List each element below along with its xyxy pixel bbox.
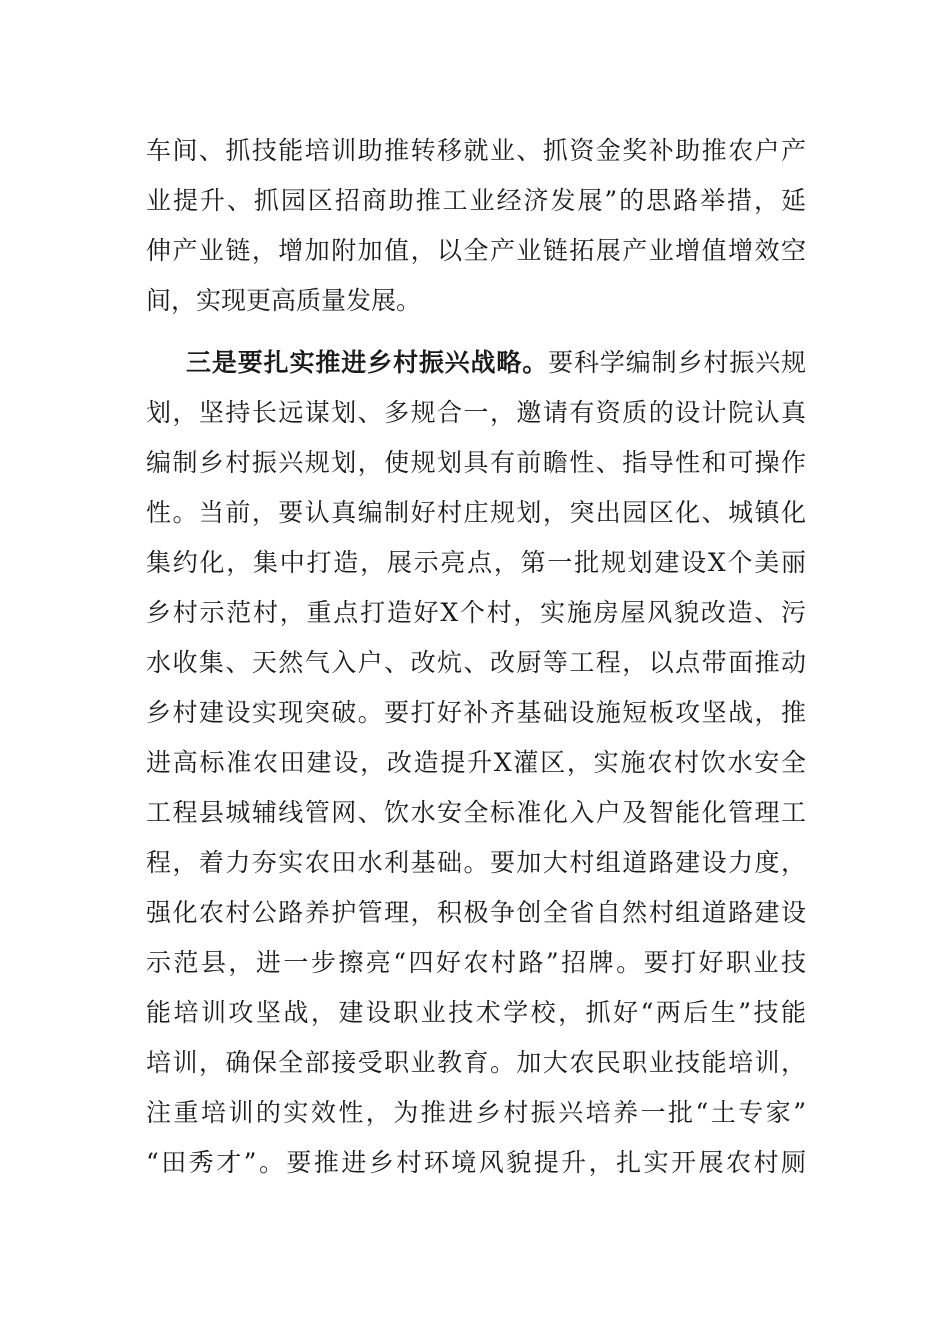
paragraph-2-line: 乡村建设实现突破。要打好补齐基础设施短板攻坚战，推 [146,698,806,727]
paragraph-2-line: 注重培训的实效性，为推进乡村振兴培养一批“土专家” [146,1098,806,1127]
paragraph-2-first-line-text: 要科学编制乡村振兴规 [548,348,806,377]
paragraph-1-line: 间，实现更高质量发展。 [146,286,422,315]
paragraph-2-line: 能培训攻坚战，建设职业技术学校，抓好“两后生”技能 [146,998,806,1027]
paragraph-2-line: 工程县城辅线管网、饮水安全标准化入户及智能化管理工 [146,798,806,827]
paragraph-2-line: 水收集、天然气入户、改炕、改厨等工程，以点带面推动 [146,648,806,677]
paragraph-2-line: 性。当前，要认真编制好村庄规划，突出园区化、城镇化 [146,498,806,527]
section-heading: 三是要扎实推进乡村振兴战略。 [186,348,549,377]
paragraph-2 [146,338,806,1188]
paragraph-2-line: 集约化，集中打造，展示亮点，第一批规划建设X个美丽 [146,548,806,577]
paragraph-2-line: 示范县，进一步擦亮“四好农村路”招牌。要打好职业技 [146,948,806,977]
paragraph-2-line: 强化农村公路养护管理，积极争创全省自然村组道路建设 [146,898,806,927]
paragraph-1-line: 车间、抓技能培训助推转移就业、抓资金奖补助推农户产 [146,136,806,165]
paragraph-2-line: 培训，确保全部接受职业教育。加大农民职业技能培训， [146,1048,806,1077]
paragraph-2-line: 划，坚持长远谋划、多规合一，邀请有资质的设计院认真 [146,398,806,427]
paragraph-2-line: 程，着力夯实农田水利基础。要加大村组道路建设力度， [146,848,806,877]
paragraph-2-line: “田秀才”。要推进乡村环境风貌提升，扎实开展农村厕 [146,1148,806,1177]
paragraph-2-line: 乡村示范村，重点打造好X个村，实施房屋风貌改造、污 [146,598,806,627]
paragraph-1 [146,126,806,326]
paragraph-2-line: 进高标准农田建设，改造提升X灌区，实施农村饮水安全 [146,748,806,777]
paragraph-2-first-line [146,338,806,388]
paragraph-1-line: 伸产业链，增加附加值，以全产业链拓展产业增值增效空 [146,236,806,265]
paragraph-1-line: 业提升、抓园区招商助推工业经济发展”的思路举措，延 [146,186,806,215]
paragraph-2-line: 编制乡村振兴规划，使规划具有前瞻性、指导性和可操作 [146,448,806,477]
